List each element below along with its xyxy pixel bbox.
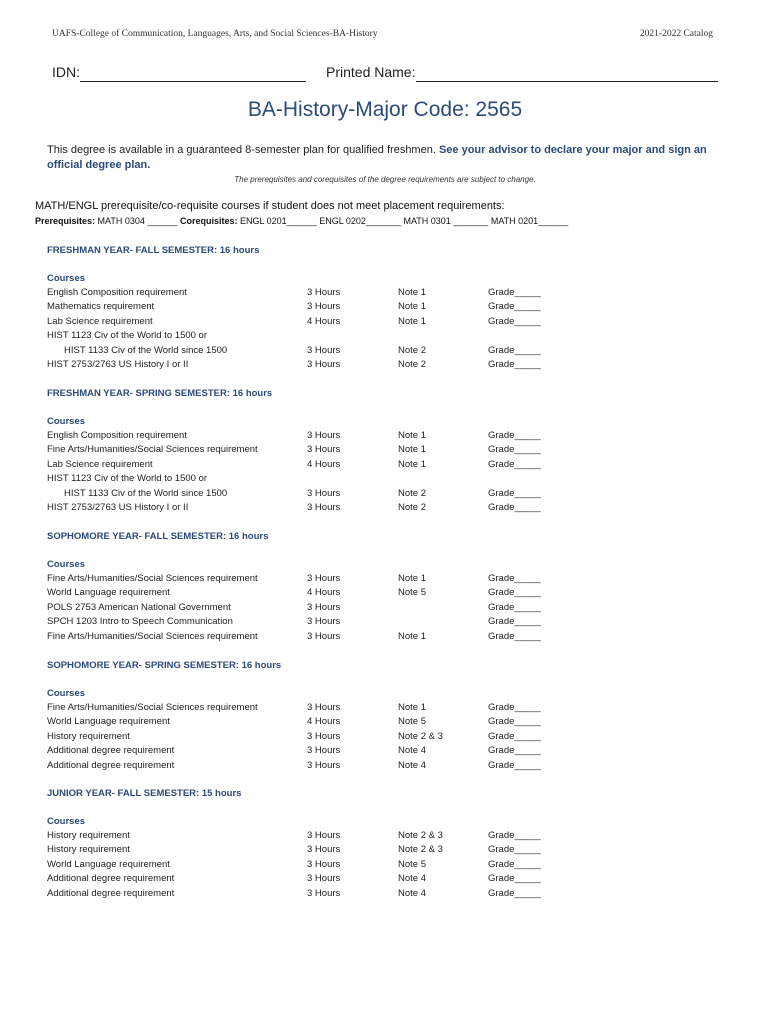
course-hours: 3 Hours [307,487,341,499]
course-hours: 3 Hours [307,887,341,899]
prerequisites-value: MATH 0304 ______ [97,216,178,226]
course-row [47,616,747,630]
course-hours: 3 Hours [307,502,341,513]
course-name: Fine Arts/Humanities/Social Sciences requirement [47,630,258,642]
course-row [47,716,747,730]
course-grade-field[interactable]: Grade_____ [488,573,541,584]
courses-label: Courses [47,816,86,827]
course-grade-field[interactable]: Grade_____ [488,858,541,870]
course-row [47,602,747,616]
course-hours: 3 Hours [307,287,341,298]
semester-heading: SOPHOMORE YEAR- SPRING SEMESTER: 16 hours [47,660,282,671]
course-hours: 3 Hours [307,601,341,613]
course-name: World Language requirement [47,587,170,599]
semester-heading: SOPHOMORE YEAR- FALL SEMESTER: 16 hours [47,531,269,542]
course-name: Lab Science requirement [47,315,153,327]
course-grade-field[interactable]: Grade_____ [488,287,541,298]
course-name: POLS 2753 American National Government [47,601,231,613]
course-note: Note 2 [398,359,426,370]
course-row [47,316,747,330]
course-name: Additional degree requirement [47,759,175,771]
course-name: World Language requirement [47,858,170,870]
intro-text: This degree is available in a guaranteed 8-semester plan for qualified freshmen. [47,144,439,156]
course-hours: 3 Hours [307,830,341,841]
course-grade-field[interactable]: Grade_____ [488,844,541,856]
course-hours: 3 Hours [307,616,341,628]
course-note: Note 2 [398,487,426,499]
prereq-line [35,216,568,226]
page-title: BA-History-Major Code: 2565 [247,98,523,121]
course-hours: 3 Hours [307,430,341,441]
course-name: World Language requirement [47,716,170,728]
course-hours: 3 Hours [307,359,341,370]
course-row [47,859,747,873]
course-note: Note 2 [398,502,426,513]
course-name: Fine Arts/Humanities/Social Sciences requirement [47,702,258,713]
course-name: Additional degree requirement [47,745,175,757]
course-hours: 3 Hours [307,344,341,356]
course-name: English Composition requirement [47,430,187,441]
idn-label: IDN: [52,64,80,80]
subject-to-change-note: The prerequisites and corequisites of the degree requirements are subject to change. [234,175,536,184]
course-row [47,502,747,516]
printed-name-field[interactable] [416,81,718,82]
courses-label: Courses [47,559,86,570]
course-grade-field[interactable]: Grade_____ [488,716,541,728]
courses-label: Courses [47,688,86,699]
course-grade-field[interactable]: Grade_____ [488,430,541,441]
course-name: History requirement [47,844,130,856]
course-row [47,345,747,359]
course-grade-field[interactable]: Grade_____ [488,587,541,599]
corequisites-value: ENGL 0201______ ENGL 0202_______ MATH 0301 _______ MATH 0201______ [239,216,569,226]
course-hours: 4 Hours [307,458,341,470]
course-row [47,287,747,301]
course-hours: 3 Hours [307,730,341,742]
course-name: History requirement [47,830,130,841]
course-hours: 3 Hours [307,444,341,456]
course-row [47,873,747,887]
course-hours: 4 Hours [307,587,341,599]
course-name: Fine Arts/Humanities/Social Sciences requirement [47,573,258,584]
course-grade-field[interactable]: Grade_____ [488,887,541,899]
course-note: Note 5 [398,858,426,870]
course-hours: 3 Hours [307,759,341,771]
course-hours: 3 Hours [307,573,341,584]
course-grade-field[interactable]: Grade_____ [488,487,541,499]
prereq-title: MATH/ENGL prerequisite/co-requisite courses if student does not meet placement requirements: [35,200,505,212]
course-row [47,330,747,344]
course-row [47,430,747,444]
idn-field[interactable] [80,81,306,82]
course-note: Note 2 & 3 [398,830,443,841]
course-note: Note 5 [398,716,426,728]
course-grade-field[interactable]: Grade_____ [488,315,541,327]
course-grade-field[interactable]: Grade_____ [488,301,541,313]
course-grade-field[interactable]: Grade_____ [488,745,541,757]
course-row [47,488,747,502]
course-name: Additional degree requirement [47,873,175,885]
course-note: Note 1 [398,573,426,584]
course-note: Note 2 [398,344,426,356]
course-row [47,702,747,716]
semester-heading: FRESHMAN YEAR- FALL SEMESTER: 16 hours [47,245,260,256]
course-row [47,631,747,645]
course-row [47,573,747,587]
course-name: HIST 2753/2763 US History I or II [47,502,189,513]
course-row [47,830,747,844]
course-note: Note 1 [398,287,426,298]
course-note: Note 1 [398,702,426,713]
course-grade-field[interactable]: Grade_____ [488,616,541,628]
header-catalog-year: 2021-2022 Catalog [639,29,713,39]
course-grade-field[interactable]: Grade_____ [488,344,541,356]
course-name: Mathematics requirement [47,301,155,313]
course-row [47,888,747,902]
course-grade-field[interactable]: Grade_____ [488,444,541,456]
course-hours: 3 Hours [307,858,341,870]
course-note: Note 2 & 3 [398,730,443,742]
semester-heading: JUNIOR YEAR- FALL SEMESTER: 15 hours [47,788,242,799]
course-hours: 3 Hours [307,745,341,757]
course-hours: 3 Hours [307,844,341,856]
courses-label: Courses [47,273,86,284]
prerequisites-label: Prerequisites: [35,216,96,226]
course-note: Note 4 [398,873,426,885]
course-hours: 3 Hours [307,630,341,642]
course-name: Lab Science requirement [47,458,153,470]
course-name: History requirement [47,730,130,742]
course-name: HIST 1133 Civ of the World since 1500 [64,487,228,499]
course-row [47,301,747,315]
course-note: Note 1 [398,458,426,470]
course-row [47,587,747,601]
course-name: Fine Arts/Humanities/Social Sciences requirement [47,444,258,456]
course-name: English Composition requirement [47,287,187,298]
course-row [47,444,747,458]
course-hours: 3 Hours [307,301,341,313]
header-college-name: UAFS-College of Communication, Languages, Arts, and Social Sciences-BA-History [52,29,378,39]
course-note: Note 1 [398,630,426,642]
course-note: Note 2 & 3 [398,844,443,856]
course-row [47,760,747,774]
intro-emphasis: See your advisor to declare your major and sign an official degree plan. [47,144,707,171]
course-note: Note 4 [398,759,426,771]
course-name: HIST 2753/2763 US History I or II [47,359,189,370]
course-name: SPCH 1203 Intro to Speech Communication [47,616,233,628]
course-grade-field[interactable]: Grade_____ [488,502,541,513]
intro-paragraph [47,143,727,173]
course-name: HIST 1133 Civ of the World since 1500 [64,344,228,356]
course-hours: 3 Hours [307,873,341,885]
course-hours: 4 Hours [307,315,341,327]
course-grade-field[interactable]: Grade_____ [488,458,541,470]
course-grade-field[interactable]: Grade_____ [488,359,541,370]
course-hours: 4 Hours [307,716,341,728]
course-name: HIST 1123 Civ of the World to 1500 or [47,473,208,485]
course-note: Note 1 [398,301,426,313]
course-name: HIST 1123 Civ of the World to 1500 or [47,330,208,342]
course-note: Note 1 [398,444,426,456]
course-name: Additional degree requirement [47,887,175,899]
course-grade-field[interactable]: Grade_____ [488,830,541,841]
printed-name-label: Printed Name: [326,64,416,80]
semester-heading: FRESHMAN YEAR- SPRING SEMESTER: 16 hours [47,388,273,399]
course-hours: 3 Hours [307,702,341,713]
course-grade-field[interactable]: Grade_____ [488,730,541,742]
course-note: Note 1 [398,315,426,327]
course-grade-field[interactable]: Grade_____ [488,601,541,613]
course-row [47,745,747,759]
course-grade-field[interactable]: Grade_____ [488,702,541,713]
courses-label: Courses [47,416,86,427]
course-note: Note 4 [398,887,426,899]
course-grade-field[interactable]: Grade_____ [488,873,541,885]
course-row [47,473,747,487]
course-grade-field[interactable]: Grade_____ [488,630,541,642]
course-note: Note 1 [398,430,426,441]
course-note: Note 4 [398,745,426,757]
corequisites-label: Corequisites: [179,216,238,226]
course-row [47,359,747,373]
course-row [47,459,747,473]
course-row [47,731,747,745]
course-row [47,844,747,858]
course-grade-field[interactable]: Grade_____ [488,759,541,771]
course-note: Note 5 [398,587,426,599]
